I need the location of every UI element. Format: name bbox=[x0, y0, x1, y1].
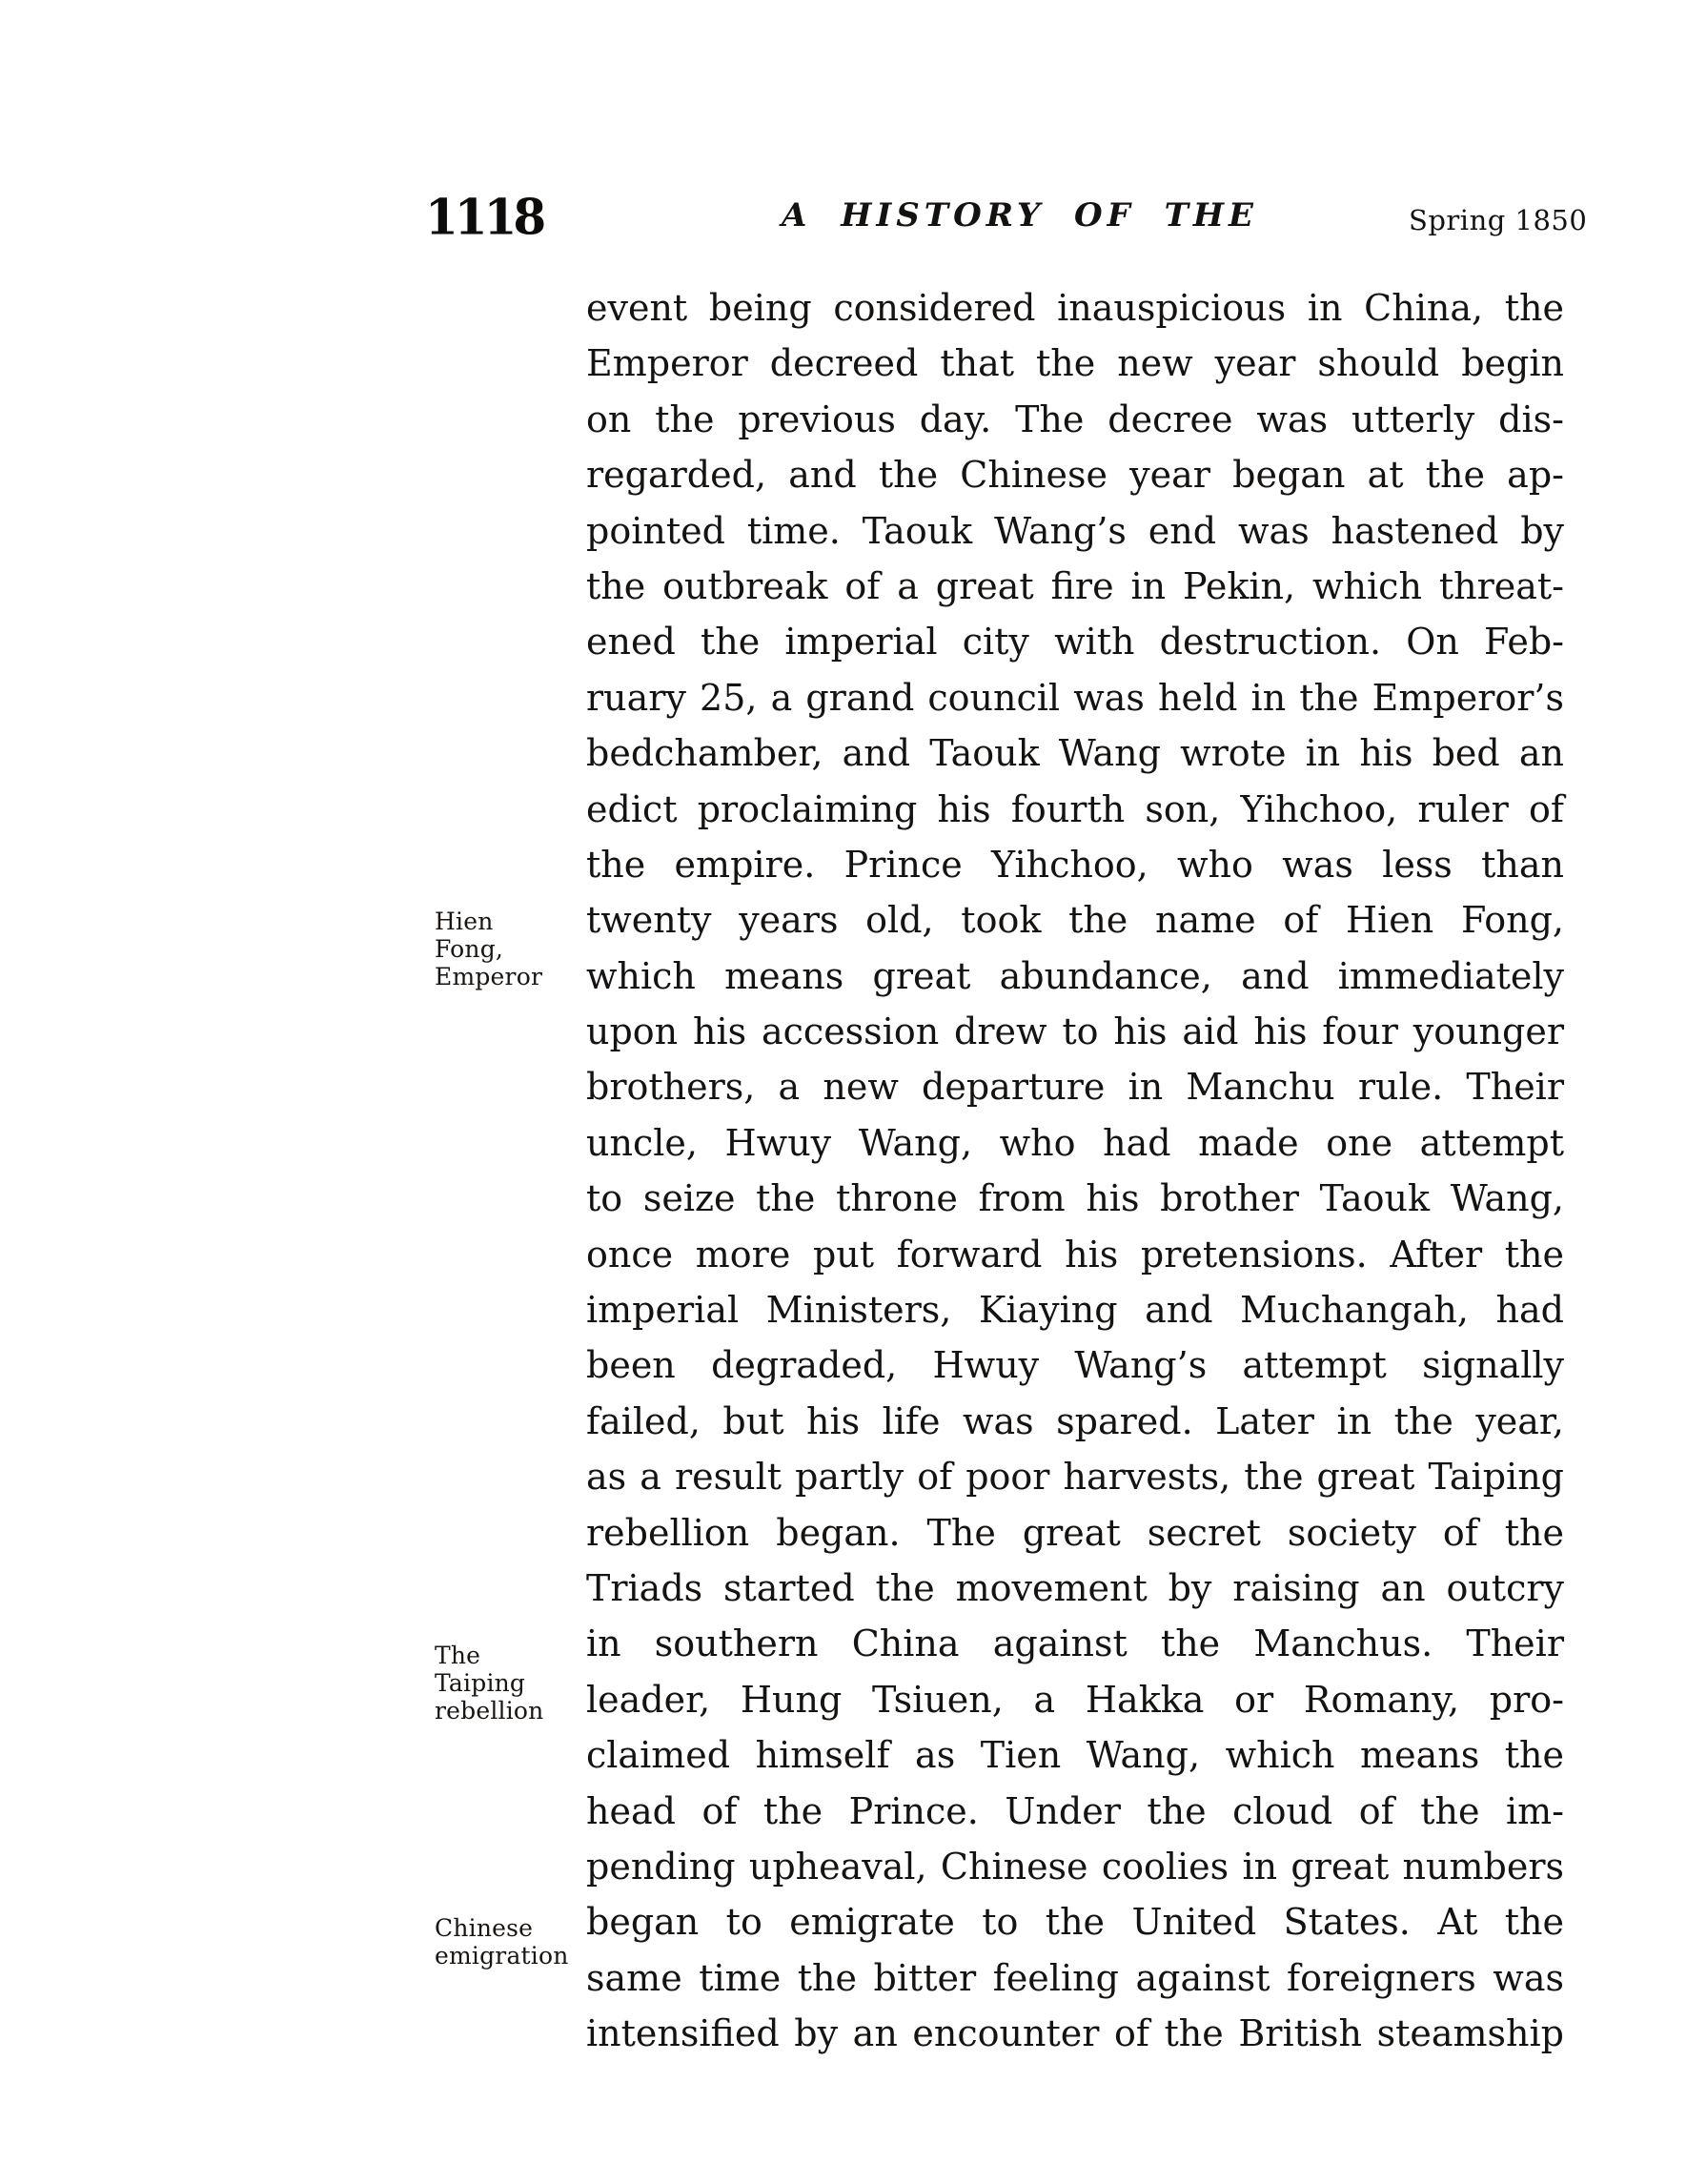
body-line: event being considered inauspicious in China, the bbox=[586, 287, 1564, 329]
body-line: failed, but his life was spared. Later in the year, bbox=[586, 1399, 1564, 1442]
body-line: once more put forward his pretensions. After the bbox=[586, 1233, 1564, 1276]
body-line: bedchamber, and Taouk Wang wrote in his bed an bbox=[586, 732, 1564, 775]
body-line: brothers, a new departure in Manchu rule. Their bbox=[586, 1066, 1564, 1109]
body-line: regarded, and the Chinese year began at the ap- bbox=[586, 454, 1564, 497]
body-line: edict proclaiming his fourth son, Yihchoo, ruler of bbox=[586, 787, 1564, 830]
page-number: 1118 bbox=[425, 188, 543, 246]
body-line: leader, Hung Tsiuen, a Hakka or Romany, pro- bbox=[586, 1678, 1564, 1721]
body-line: pending upheaval, Chinese coolies in great numbers bbox=[586, 1845, 1564, 1888]
body-line: the empire. Prince Yihchoo, who was less than bbox=[586, 843, 1564, 886]
margin-note-line: rebellion bbox=[435, 1697, 544, 1725]
body-line: ened the imperial city with destruction. On Feb- bbox=[586, 621, 1564, 663]
body-line: Triads started the movement by raising an outcry bbox=[586, 1566, 1564, 1609]
body-line: the outbreak of a great fire in Pekin, which threat- bbox=[586, 564, 1564, 607]
margin-note-taiping-rebellion bbox=[435, 1642, 601, 1725]
body-line: head of the Prince. Under the cloud of the im- bbox=[586, 1789, 1564, 1832]
body-line: pointed time. Taouk Wang’s end was hastened by bbox=[586, 509, 1564, 552]
body-line: imperial Ministers, Kiaying and Muchangah, had bbox=[586, 1289, 1564, 1332]
body-line: in southern China against the Manchus. Their bbox=[586, 1623, 1564, 1665]
body-line: which means great abundance, and immediately bbox=[586, 954, 1564, 997]
body-line: intensified by an encounter of the British steamship bbox=[586, 2012, 1564, 2055]
body-line: ruary 25, a grand council was held in the Emperor’s bbox=[586, 676, 1564, 719]
margin-note-line: Chinese bbox=[435, 1914, 534, 1942]
body-line: as a result partly of poor harvests, the great Taiping bbox=[586, 1456, 1564, 1499]
body-text bbox=[586, 280, 1564, 2062]
margin-note-hien-fong-emperor bbox=[435, 908, 601, 990]
body-line: to seize the throne from his brother Taouk Wang, bbox=[586, 1177, 1564, 1220]
margin-note-chinese-emigration bbox=[435, 1914, 601, 1970]
margin-note-line: The bbox=[435, 1642, 481, 1669]
margin-note-line: emigration bbox=[435, 1942, 569, 1970]
body-line: twenty years old, took the name of Hien Fong, bbox=[586, 899, 1564, 942]
margin-note-line: Emperor bbox=[435, 963, 543, 990]
margin-note-line: Taiping bbox=[435, 1669, 526, 1697]
body-line: began to emigrate to the United States. At the bbox=[586, 1901, 1564, 1944]
body-line: same time the bitter feeling against foreigners was bbox=[586, 1956, 1564, 1999]
running-date: Spring 1850 bbox=[1409, 204, 1588, 236]
body-line: on the previous day. The decree was utterly dis- bbox=[586, 398, 1564, 440]
body-line: claimed himself as Tien Wang, which means the bbox=[586, 1734, 1564, 1777]
running-title: A HISTORY OF THE bbox=[782, 196, 1258, 235]
body-line: upon his accession drew to his aid his four younger bbox=[586, 1010, 1564, 1053]
margin-note-line: Hien bbox=[435, 908, 494, 935]
body-line: uncle, Hwuy Wang, who had made one attempt bbox=[586, 1121, 1564, 1164]
body-line: Emperor decreed that the new year should begin bbox=[586, 342, 1564, 385]
body-line: been degraded, Hwuy Wang’s attempt signally bbox=[586, 1344, 1564, 1387]
margin-note-line: Fong, bbox=[435, 935, 504, 963]
body-line: rebellion began. The great secret society of the bbox=[586, 1511, 1564, 1554]
